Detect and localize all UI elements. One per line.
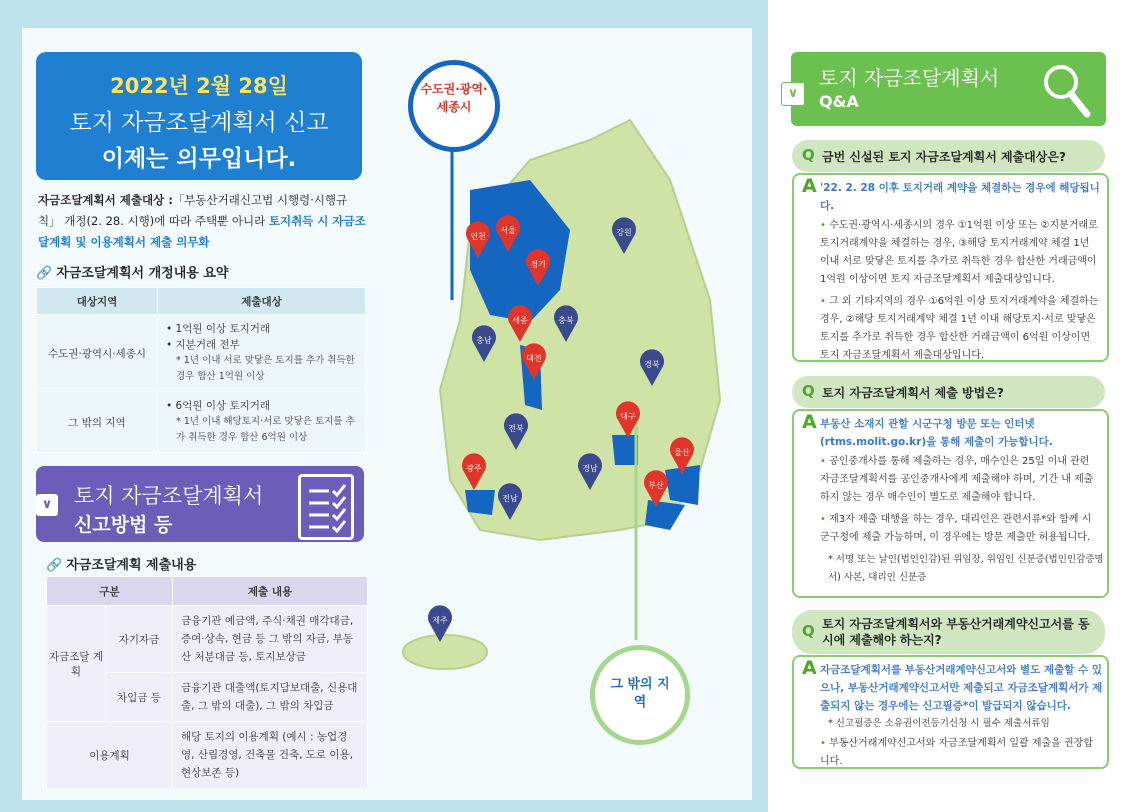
howto-box (36, 466, 364, 542)
table-header: 구분 (47, 577, 173, 606)
item-text: 지분거래 전부 (175, 339, 240, 351)
table-cell: 수도권·광역시·세종시 (37, 315, 158, 392)
summary-heading-text: 자금조달계획서 개정내용 요약 (56, 266, 229, 281)
map-pin-label: 강원 (616, 228, 632, 237)
table-row (37, 315, 366, 392)
answer-lead: 자금조달계획서를 부동산거래계약신고서와 별도 제출할 수 있으나, 부동산거래계약신고서만 제출되고 자금조달계획서가 제출되지 않는 경우에는 신고필증*이 발급되지 않습니다. (820, 664, 1103, 712)
list-item: • 그 외 기타지역의 경우 ①6억원 이상 토지거래계약을 체결하는 경우, ②해당 토지거래계약 체결 1년 이내 해당토지·서로 맞닿은 토지를 추가로 취득한 경우 합산한 거래금액이 6억원 이상이면 토지 자금조달계획서 제출대상입니다. (820, 293, 1099, 365)
map-pin-label: 대구 (620, 412, 636, 421)
map-pin-label: 전북 (508, 424, 524, 433)
answer-list (794, 217, 1107, 365)
answer-footnote: * 서명 또는 날인(법인인감)된 위임장, 위임인 신분증(법인인감증명서) 사본, 대리인 신분증 (828, 554, 1104, 583)
table-cell: 금융기관 대출액(토지담보대출, 신용대출, 그 밖의 대출), 그 밖의 차입금 (173, 673, 368, 722)
map-pin-label: 충남 (476, 336, 492, 345)
item-text: 1억원 이상 토지거래 (175, 323, 271, 335)
a-mark: A (802, 657, 817, 679)
question-text: 토지 자금조달계획서와 부동산거래계약신고서를 동시에 제출해야 하는지? (822, 617, 1090, 647)
map-pin-label: 경기 (530, 260, 546, 269)
intro-label: 자금조달계획서 제출대상 : (38, 193, 173, 207)
map-pin-label: 울산 (674, 448, 690, 457)
title-box (36, 52, 362, 180)
qa-subtitle: Q&A (819, 92, 859, 111)
answer-2 (792, 409, 1109, 598)
list-item: • 수도권·광역시·세종시의 경우 ①1억원 이상 또는 ②지분거래로 토지거래계약을 체결하는 경우, ③해당 토지거래계약 체결 1년 이내 서로 맞닿은 토지를 추가로 취득한 경우 합산한 거래금액이 1억원 이상이면 토지 자금조달계획서 제출대상입니다. (820, 217, 1099, 289)
intro-text (38, 190, 368, 253)
list-item: • 공인중개사를 통해 제출하는 경우, 매수인은 25일 이내 관련 자금조달계획서를 공인중개사에게 제출해야 하며, 기간 내 제출하지 않는 경우 매수인이 별도로 제출해야 합니다. (820, 453, 1099, 507)
title-main: 토지 자금조달계획서 신고 (69, 110, 329, 136)
checklist-icon (298, 474, 354, 540)
question-3 (792, 610, 1105, 654)
table-cell: • 6억원 이상 토지거래 * 1년 이내 해당토지·서로 맞닿은 토지를 추가 취득한 경우 합산 6억원 이상 (158, 392, 366, 453)
howto-title: 토지 자금조달계획서 (74, 484, 264, 508)
gwangju-shape (465, 490, 495, 515)
table-cell: 이용계획 (47, 722, 173, 789)
summary-heading (36, 262, 229, 281)
magnifier-icon (1035, 58, 1095, 126)
qa-header (787, 52, 1106, 126)
link-icon: 🔗 (36, 266, 53, 281)
summary-table (36, 287, 366, 453)
q-mark: Q (802, 622, 815, 640)
answer-footnote: * 신고필증은 소유권이전등기신청 시 필수 제출서류임 (828, 718, 1050, 729)
submit-heading-text: 자금조달계획 제출내용 (66, 558, 197, 573)
table-cell: 자기자금 (106, 606, 173, 673)
chevron-down-icon[interactable]: ∨ (36, 494, 58, 516)
q-mark: Q (802, 382, 815, 400)
map-pin-label: 제주 (432, 616, 448, 625)
howto-subtitle: 신고방법 등 (74, 514, 173, 536)
a-mark: A (802, 411, 817, 433)
answer-3 (792, 655, 1109, 769)
table-cell: • 1억원 이상 토지거래 • 지분거래 전부 * 1년 이내 서로 맞닿은 토지를 추가 취득한 경우 합산 1억원 이상 (158, 315, 366, 392)
table-row (47, 722, 368, 789)
metro-callout-text: 수도권·광역· 세종시 (420, 82, 488, 114)
a-mark: A (802, 175, 817, 197)
other-callout-text: 그 밖의 지역 (610, 677, 670, 710)
table-header: 제출대상 (158, 288, 366, 315)
answer-1 (792, 173, 1109, 362)
chevron-down-icon[interactable]: ∨ (781, 82, 805, 106)
intro-highlight: 토지취득 시 자금조달계획 및 이용계획서 제출 의무화 (38, 214, 366, 249)
busan-shape (645, 500, 685, 530)
answer-list (794, 735, 1107, 771)
question-text: 토지 자금조달계획서 제출 방법은? (822, 386, 1004, 400)
answer-lead: 부동산 소재지 관할 시군구청 방문 또는 인터넷(rtms.molit.go.kr)을 통해 제출이 가능합니다. (820, 418, 1053, 448)
map-pin-label: 경남 (582, 464, 598, 473)
table-cell: 금융기관 예금액, 주식·채권 매각대금, 증여·상속, 현금 등 그 밖의 자금, 부동산 처분대금 등, 토지보상금 (173, 606, 368, 673)
jeju-shape (403, 635, 487, 669)
question-2 (792, 376, 1105, 408)
table-cell: 차입금 등 (106, 673, 173, 722)
item-text: 6억원 이상 토지거래 (175, 400, 271, 412)
map-pin-label: 대전 (526, 354, 542, 363)
daegu-shape (612, 435, 638, 465)
map-pin-label: 부산 (648, 481, 664, 490)
link-icon: 🔗 (46, 558, 63, 573)
qa-title: 토지 자금조달계획서 (819, 66, 1000, 90)
answer-list (794, 453, 1107, 547)
table-header: 대상지역 (37, 288, 158, 315)
table-cell: 해당 토지의 이용계획 (예시 : 농업경영, 산림경영, 건축물 건축, 도로 이용, 현상보존 등) (173, 722, 368, 789)
map-pin-label: 전남 (502, 494, 518, 503)
map-pin-label: 세종 (512, 316, 528, 325)
title-mandatory: 이제는 의무입니다. (101, 146, 297, 172)
table-header: 제출 내용 (173, 577, 368, 606)
metro-callout (408, 60, 500, 152)
submit-heading (46, 554, 196, 573)
map-pin-label: 경북 (644, 360, 660, 369)
submit-table (46, 576, 368, 789)
title-date: 2022년 2월 28일 (110, 74, 288, 98)
other-callout (590, 645, 690, 745)
question-1 (792, 140, 1105, 172)
map-pin-label: 인천 (470, 232, 486, 241)
map-pin-label: 광주 (466, 464, 482, 473)
note-text: * 1년 이내 해당토지·서로 맞닿은 토지를 추가 취득한 경우 합산 6억원 이상 (176, 416, 355, 443)
note-text: * 1년 이내 서로 맞닿은 토지를 추가 취득한 경우 합산 1억원 이상 (176, 355, 355, 382)
intro-body: 「부동산거래신고법 시행령·시행규칙」 개정(2. 28. 시행)에 따라 주택뿐 아니라 (38, 193, 348, 228)
table-row (47, 606, 368, 673)
question-text: 금번 신설된 토지 자금조달계획서 제출대상은? (822, 150, 1066, 164)
answer-lead: '22. 2. 28 이후 토지거래 계약을 체결하는 경우에 해당됩니다. (820, 182, 1100, 212)
q-mark: Q (802, 146, 815, 164)
list-item: • 제3자 제출 대행을 하는 경우, 대리인은 관련서류*와 함께 시군구청에 제출 가능하며, 이 경우에는 방문 제출만 허용됩니다. (820, 511, 1099, 547)
table-cell: 그 밖의 지역 (37, 392, 158, 453)
table-row (37, 392, 366, 453)
table-cell: 자금조달 계획 (47, 606, 106, 722)
map-pin-label: 충북 (558, 316, 574, 325)
korea-map (380, 60, 740, 760)
list-item: • 부동산거래계약신고서와 자금조달계획서 일괄 제출을 권장합니다. (820, 735, 1099, 771)
map-pin-label: 서울 (500, 226, 516, 235)
